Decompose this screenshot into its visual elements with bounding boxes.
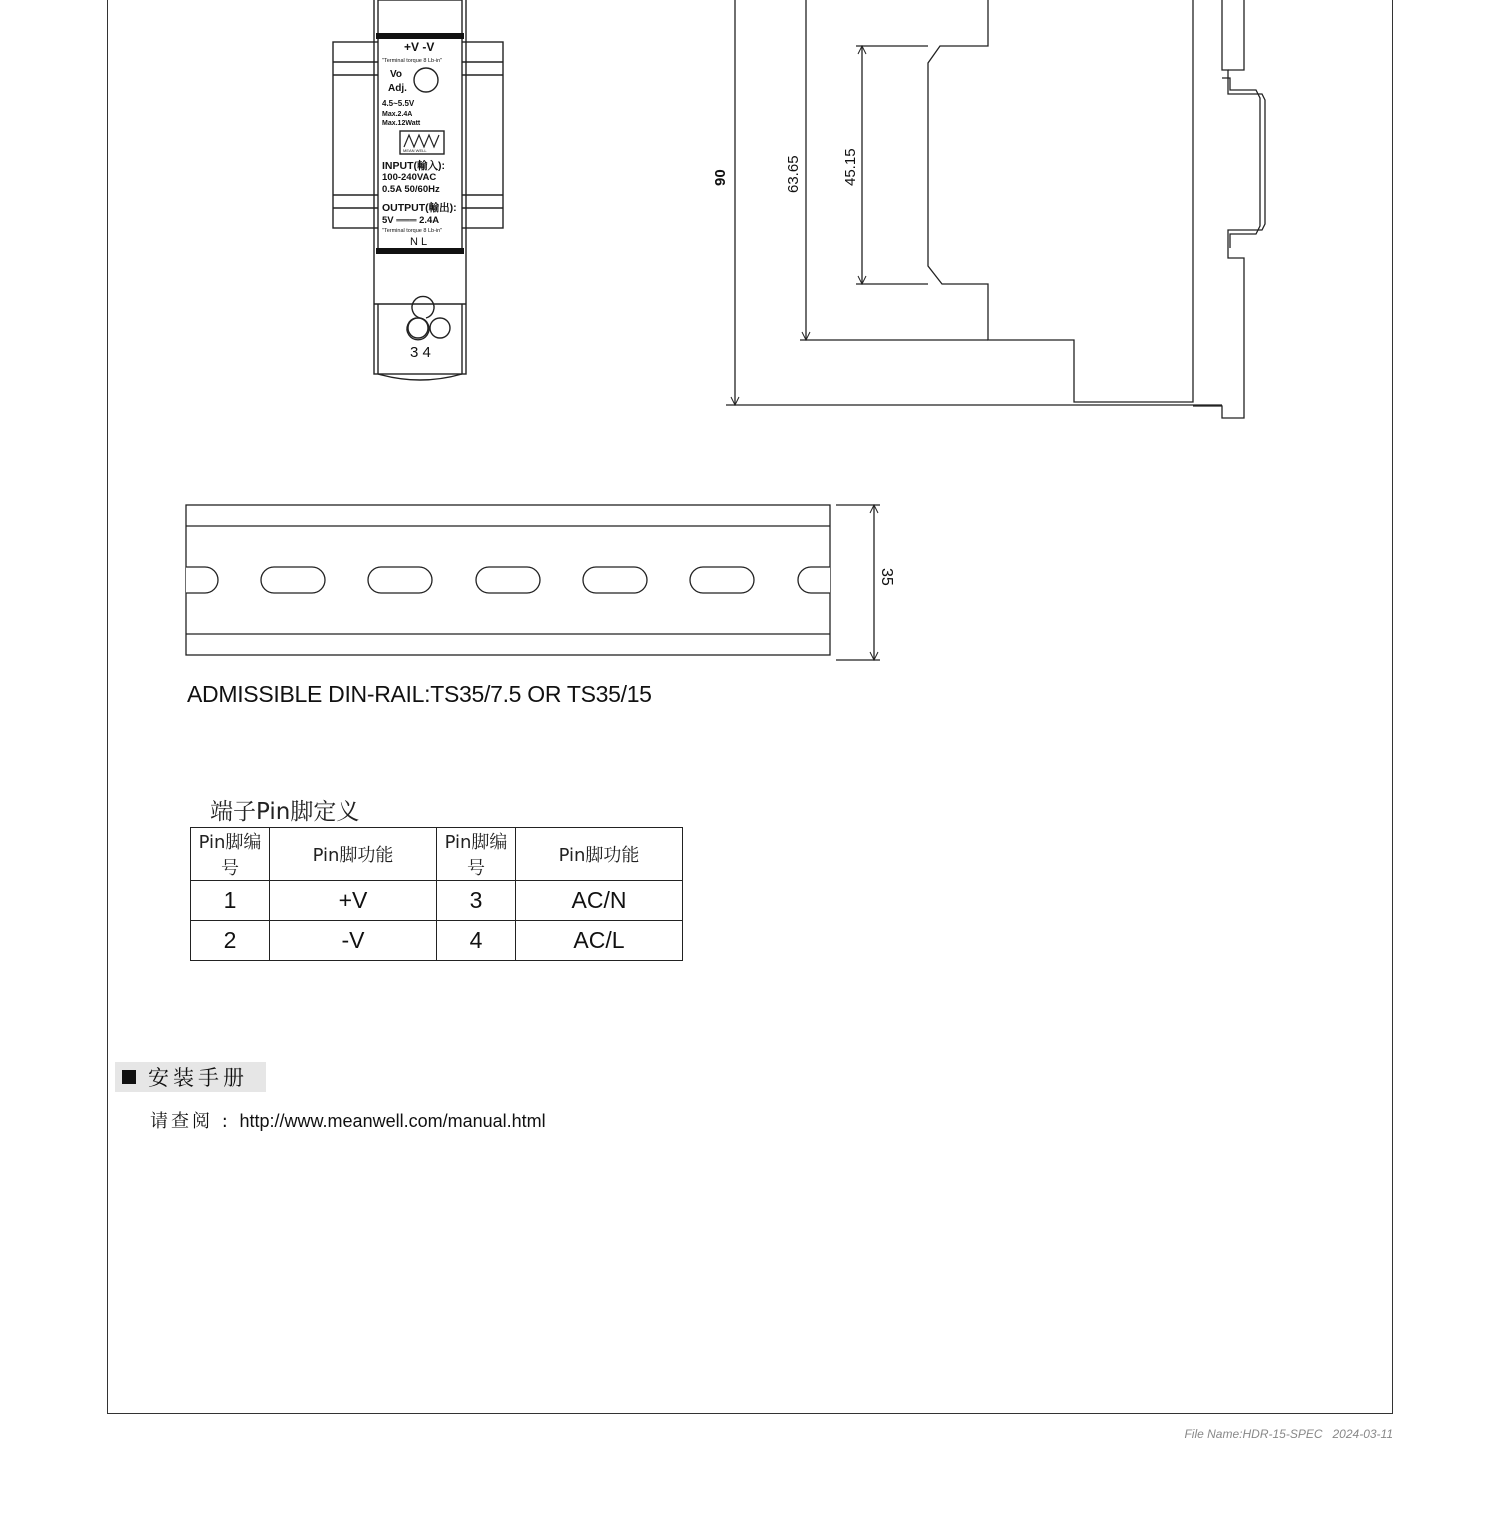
table-cell: -V [270,921,437,961]
din-rail-drawing [186,505,880,660]
pin-definition-table [190,827,683,961]
rail-notch-left [186,567,218,593]
pin-number-label: 3 4 [410,344,431,361]
rail-slot [368,567,432,593]
vo-label: Vo [390,69,403,80]
adj-label: Adj. [388,83,407,94]
header-cell: Pin脚编号 [191,828,270,881]
output-spec: 5V ═══ 2.4A [382,215,440,226]
dim-90-text: 90 [712,169,729,186]
rail-slot [583,567,647,593]
header-cell: Pin脚功能 [270,828,437,881]
manual-link[interactable]: http://www.meanwell.com/manual.html [239,1111,546,1131]
brand-text: MEAN WELL [403,148,427,153]
section-header-manual [115,1062,266,1092]
terminal-top-label: +V -V [404,40,435,54]
din-rail-outline [186,505,830,655]
side-body-outline [928,0,1193,402]
terminal-bottom-label: N L [410,236,428,248]
spec-watt: Max.12Watt [382,120,421,127]
input-current: 0.5A 50/60Hz [382,184,440,195]
table-cell: AC/L [516,921,683,961]
square-bullet-icon [122,1070,136,1084]
dim-35-text: 35 [878,568,895,586]
table-row [191,921,683,961]
pin-table-title: 端子Pin脚定义 [210,799,360,825]
spec-voltage: 4.5~5.5V [382,99,415,108]
torque-note-bottom: "Terminal torque 8 Lb-in" [382,228,443,234]
table-cell: AC/N [516,881,683,921]
header-cell: Pin脚编号 [437,828,516,881]
footer-file-name: File Name:HDR-15-SPEC [1184,1427,1323,1441]
page-footer [1184,1427,1393,1441]
header-cell: Pin脚功能 [516,828,683,881]
section-title: 安装手册 [148,1066,248,1090]
dim-63-text: 63.65 [785,155,802,193]
side-din-clip [1193,0,1265,418]
table-cell: 1 [191,881,270,921]
din-rail-caption: ADMISSIBLE DIN-RAIL:TS35/7.5 OR TS35/15 [187,681,652,707]
rail-notch-right [798,567,830,593]
table-cell: 2 [191,921,270,961]
side-dimension-labels [712,148,859,193]
table-cell: 3 [437,881,516,921]
side-view [726,0,1265,418]
manual-reference [150,1107,546,1133]
dim-45-text: 45.15 [842,148,859,186]
rail-slot [476,567,540,593]
spec-current: Max.2.4A [382,111,413,118]
table-header-row [191,828,683,881]
table-cell: +V [270,881,437,921]
input-range: 100-240VAC [382,172,437,183]
manual-label: 请查阅 : [150,1111,240,1132]
table-cell: 4 [437,921,516,961]
input-label: INPUT(輸入): [382,160,445,172]
rail-slot [690,567,754,593]
rail-slot [261,567,325,593]
table-row [191,881,683,921]
torque-note-top: "Terminal torque 8 Lb-in" [382,58,443,64]
output-label: OUTPUT(輸出): [382,202,457,214]
footer-date: 2024-03-11 [1332,1427,1393,1441]
